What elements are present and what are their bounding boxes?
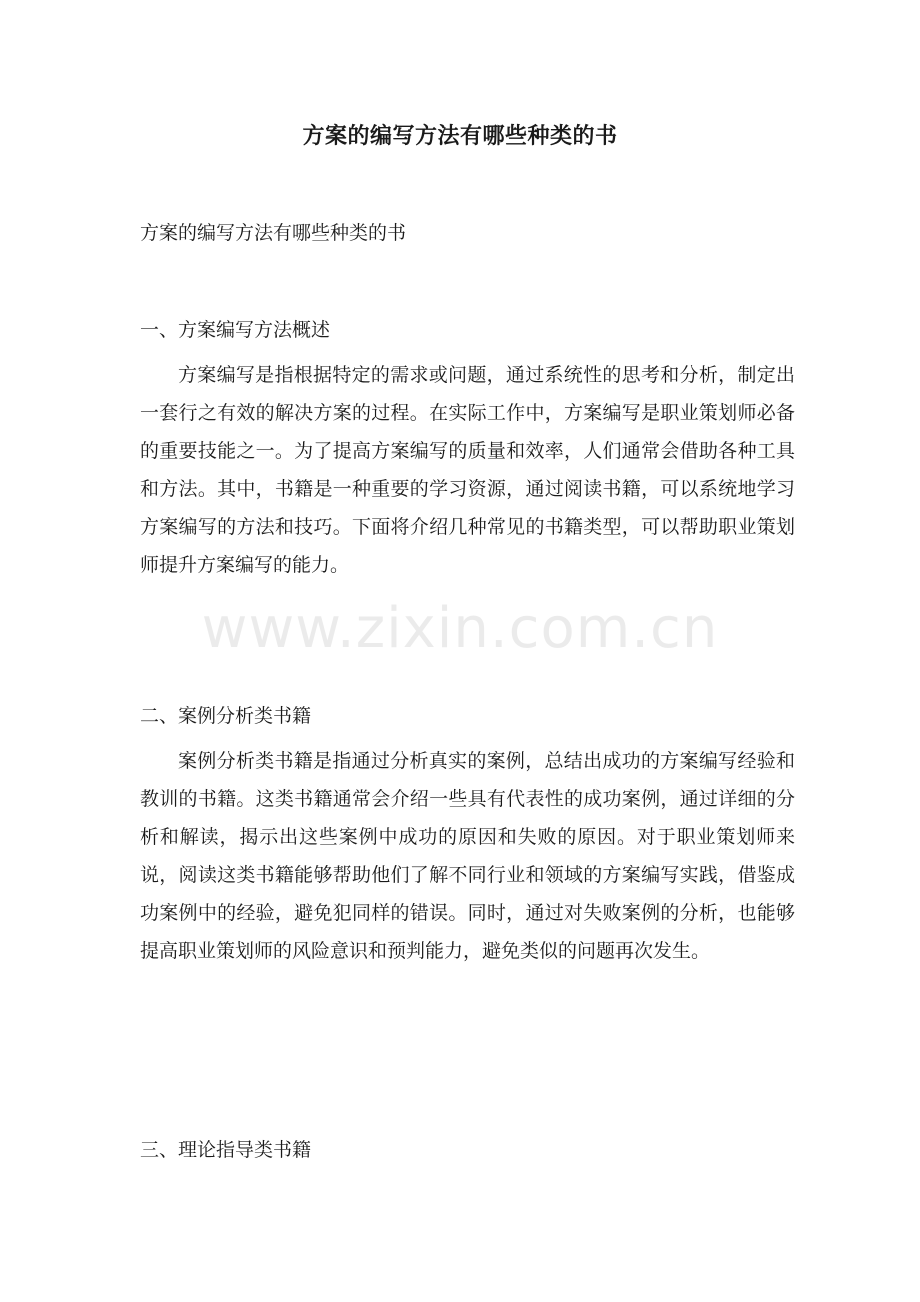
document-title: 方案的编写方法有哪些种类的书 — [302, 123, 618, 149]
section-heading-1: 一、方案编写方法概述 — [140, 319, 331, 341]
section-heading-2: 二、案例分析类书籍 — [140, 705, 312, 727]
section-paragraph-1: 方案编写是指根据特定的需求或问题，通过系统性的思考和分析，制定出一套行之有效的解决方案的过程。在实际工作中，方案编写是职业策划师必备的重要技能之一。为了提高方案编写的质量和效率，人们通常会借助各种工具和方法。其中，书籍是一种重要的学习资源，通过阅读书籍，可以系统地学习方案编写的方法和技巧。下面将介绍几种常见的书籍类型，可以帮助职业策划师提升方案编写的能力。 — [140, 364, 795, 576]
section-heading-3: 三、理论指导类书籍 — [140, 1139, 312, 1161]
section-paragraph-2: 案例分析类书籍是指通过分析真实的案例，总结出成功的方案编写经验和教训的书籍。这类书籍通常会介绍一些具有代表性的成功案例，通过详细的分析和解读，揭示出这些案例中成功的原因和失败的原因。对于职业策划师来说，阅读这类书籍能够帮助他们了解不同行业和领域的方案编写实践，借鉴成功案例中的经验，避免犯同样的错误。同时，通过对失败案例的分析，也能够提高职业策划师的风险意识和预判能力，避免类似的问题再次发生。 — [140, 750, 795, 962]
watermark: www.zixin.com.cn — [201, 596, 719, 661]
document-subtitle: 方案的编写方法有哪些种类的书 — [140, 222, 407, 244]
